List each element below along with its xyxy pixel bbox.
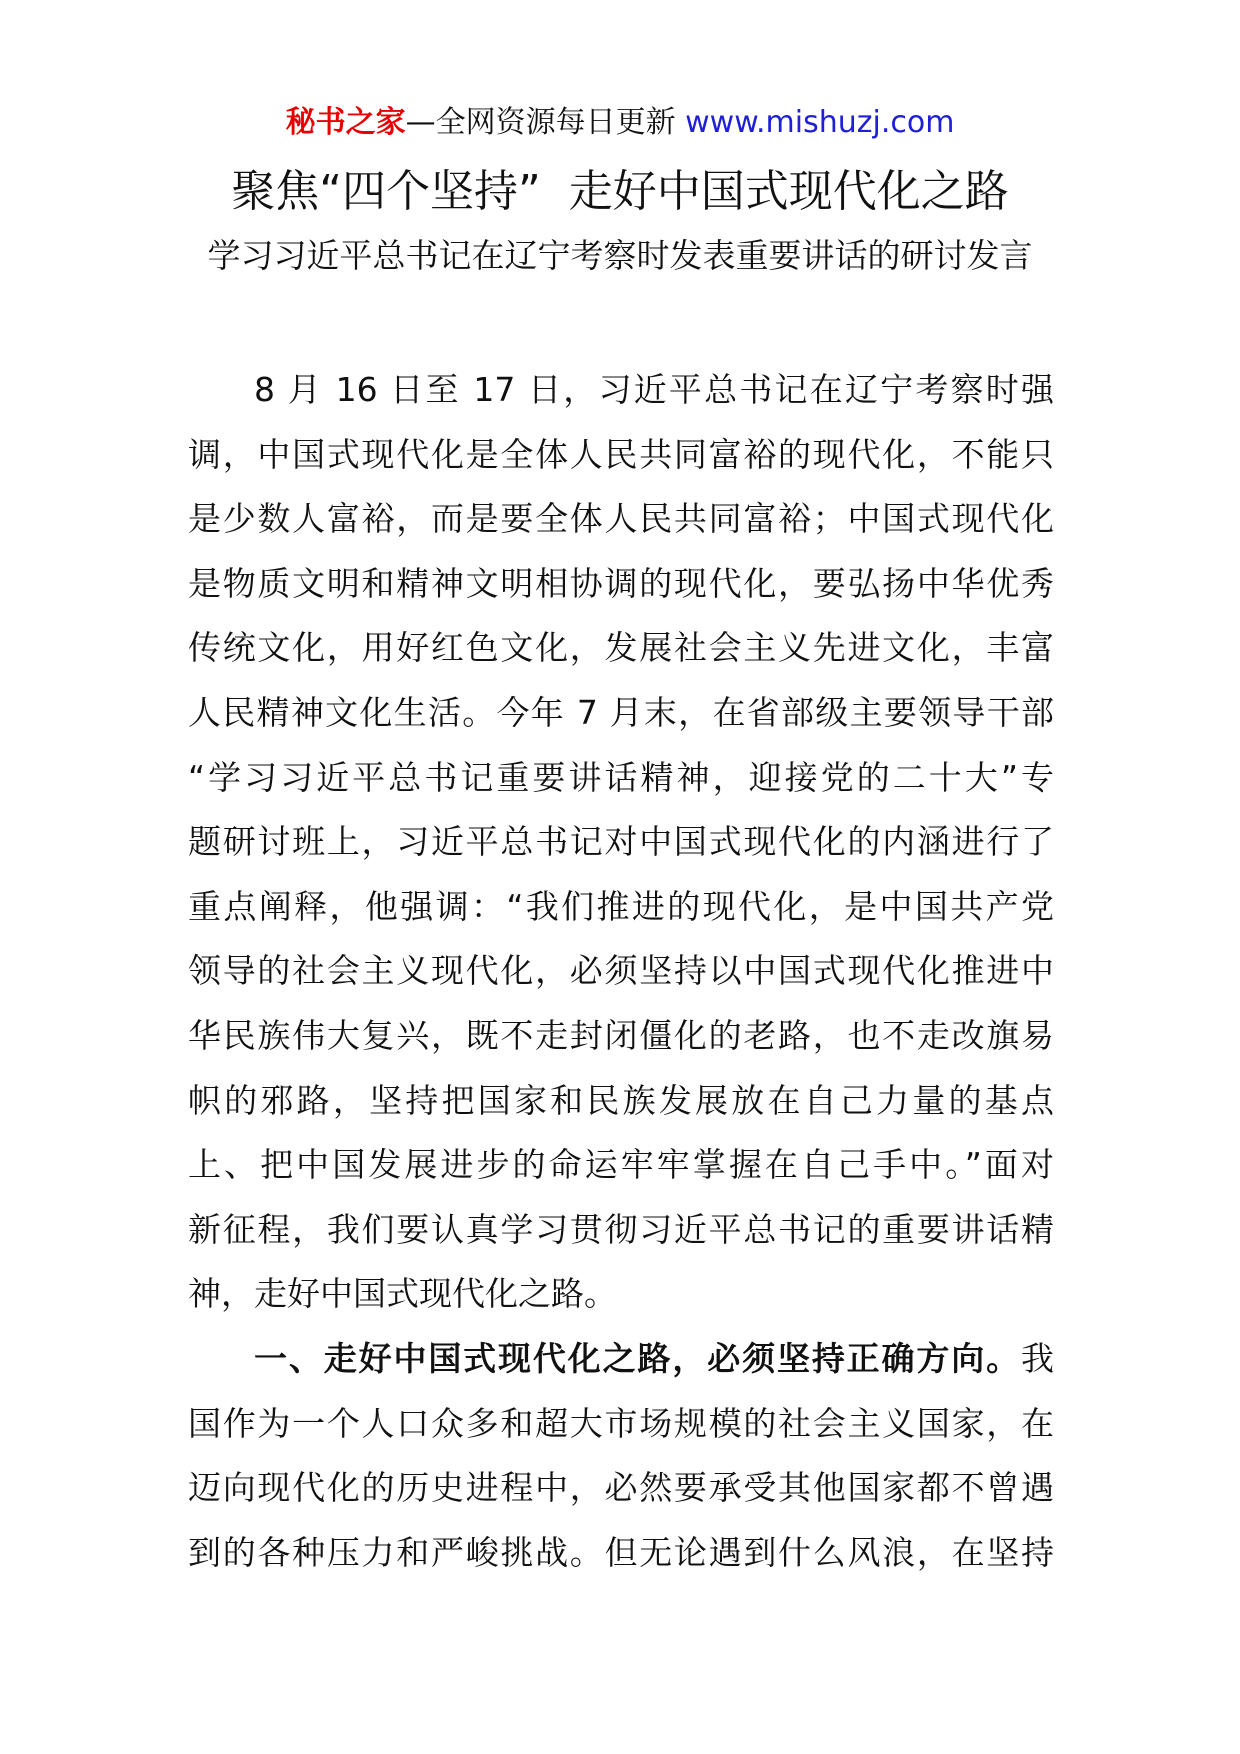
body-line: 人民精神文化生活。今年 7 月末，在省部级主要领导干部 xyxy=(188,692,1054,732)
body-line: 传统文化，用好红色文化，发展社会主义先进文化，丰富 xyxy=(188,628,1054,668)
body-line: “学习习近平总书记重要讲话精神，迎接党的二十大”专 xyxy=(188,757,1054,797)
section-heading-line xyxy=(188,1327,1054,1392)
body-line: 帜的邪路，坚持把国家和民族发展放在自己力量的基点 xyxy=(188,1080,1054,1120)
brand-name: 秘书之家 xyxy=(285,105,406,140)
body-line: 8 月 16 日至 17 日，习近平总书记在辽宁考察时强 xyxy=(254,370,1054,409)
body-line: 国作为一个人口众多和超大市场规模的社会主义国家，在 xyxy=(188,1403,1054,1443)
body-line: 新征程，我们要认真学习贯彻习近平总书记的重要讲话精 xyxy=(188,1209,1054,1249)
body-line: 上、把中国发展进步的命运牢牢掌握在自己手中。”面对 xyxy=(188,1145,1054,1185)
header-tagline: —全网资源每日更新 xyxy=(405,105,676,140)
body-line: 神，走好中国式现代化之路。 xyxy=(188,1274,617,1314)
body-line: 调，中国式现代化是全体人民共同富裕的现代化，不能只 xyxy=(188,434,1054,474)
section-heading: 一、走好中国式现代化之路，必须坚持正确方向。 xyxy=(254,1338,1021,1378)
body-line: 华民族伟大复兴，既不走封闭僵化的老路，也不走改旗易 xyxy=(188,1015,1054,1055)
site-header xyxy=(0,100,1240,146)
body-line: 是少数人富裕，而是要全体人民共同富裕；中国式现代化 xyxy=(188,499,1054,539)
document-subtitle: 学习习近平总书记在辽宁考察时发表重要讲话的研讨发言 xyxy=(207,236,1033,275)
body-line: 是物质文明和精神文明相协调的现代化，要弘扬中华优秀 xyxy=(188,563,1054,603)
site-url-link[interactable]: www.mishuzj.com xyxy=(685,105,955,140)
body-line: 题研讨班上，习近平总书记对中国式现代化的内涵进行了 xyxy=(188,822,1054,862)
body-line: 领导的社会主义现代化，必须坚持以中国式现代化推进中 xyxy=(188,951,1054,991)
section-heading-rest: 我 xyxy=(1021,1338,1054,1378)
document-title: 聚焦“四个坚持” 走好中国式现代化之路 xyxy=(231,166,1009,217)
body-line: 迈向现代化的历史进程中，必然要承受其他国家都不曾遇 xyxy=(188,1468,1054,1508)
body-line: 重点阐释，他强调：“我们推进的现代化，是中国共产党 xyxy=(188,886,1054,926)
body-line: 到的各种压力和严峻挑战。但无论遇到什么风浪，在坚持 xyxy=(188,1532,1054,1572)
document-body xyxy=(188,358,1054,1585)
